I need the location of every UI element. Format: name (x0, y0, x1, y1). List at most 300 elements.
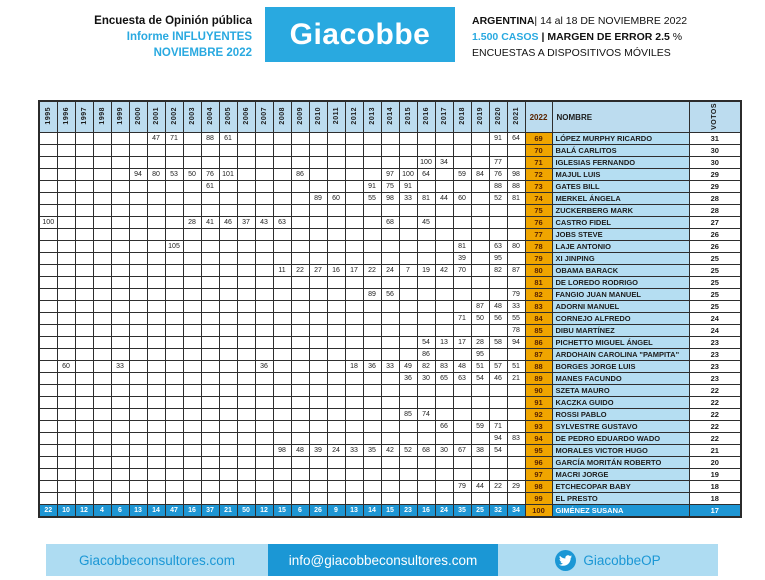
year-cell (309, 289, 327, 301)
votes-cell: 25 (689, 289, 741, 301)
year-cell (201, 265, 219, 277)
rank-cell: 88 (525, 361, 552, 373)
year-cell (183, 133, 201, 145)
year-cell: 6 (111, 505, 129, 518)
year-cell (273, 277, 291, 289)
year-cell (237, 337, 255, 349)
year-cell (507, 469, 525, 481)
year-cell (129, 457, 147, 469)
table-row (39, 133, 741, 145)
year-cell (417, 145, 435, 157)
year-cell (471, 289, 489, 301)
year-cell: 71 (165, 133, 183, 145)
year-header-1996: 1996 (57, 101, 75, 133)
year-cell (345, 373, 363, 385)
votes-cell: 25 (689, 265, 741, 277)
year-cell (93, 445, 111, 457)
year-cell (453, 385, 471, 397)
year-cell (327, 229, 345, 241)
year-cell (327, 457, 345, 469)
year-header-2015: 2015 (399, 101, 417, 133)
year-cell (93, 277, 111, 289)
year-cell (255, 145, 273, 157)
year-cell: 79 (507, 289, 525, 301)
year-cell (183, 373, 201, 385)
year-cell: 39 (309, 445, 327, 457)
year-cell (129, 205, 147, 217)
year-cell (201, 433, 219, 445)
rank-cell: 95 (525, 445, 552, 457)
year-cell (183, 409, 201, 421)
year-cell (165, 217, 183, 229)
year-cell (309, 337, 327, 349)
rank-cell: 75 (525, 205, 552, 217)
year-cell: 64 (507, 133, 525, 145)
year-cell (471, 241, 489, 253)
year-cell (237, 481, 255, 493)
year-cell: 36 (255, 361, 273, 373)
footer-bar (46, 544, 718, 576)
year-cell: 83 (435, 361, 453, 373)
year-cell: 81 (417, 193, 435, 205)
year-cell: 77 (489, 157, 507, 169)
year-cell (147, 313, 165, 325)
year-cell (255, 409, 273, 421)
year-cell (219, 397, 237, 409)
votes-cell: 24 (689, 313, 741, 325)
table-row (39, 337, 741, 349)
year-cell (237, 301, 255, 313)
year-cell: 25 (471, 505, 489, 518)
year-cell (507, 445, 525, 457)
year-cell (453, 397, 471, 409)
year-cell (381, 157, 399, 169)
year-cell (57, 325, 75, 337)
rank-cell: 82 (525, 289, 552, 301)
year-cell (129, 337, 147, 349)
year-cell (201, 493, 219, 505)
year-cell: 66 (435, 421, 453, 433)
year-cell (471, 433, 489, 445)
year-cell (201, 157, 219, 169)
year-cell: 54 (471, 373, 489, 385)
year-cell: 13 (435, 337, 453, 349)
year-cell (471, 133, 489, 145)
year-cell (183, 433, 201, 445)
year-cell: 12 (75, 505, 93, 518)
year-cell (273, 385, 291, 397)
year-cell (201, 205, 219, 217)
year-cell: 56 (381, 289, 399, 301)
year-cell (129, 385, 147, 397)
year-cell (129, 325, 147, 337)
year-cell (39, 205, 57, 217)
year-header-2010: 2010 (309, 101, 327, 133)
votes-cell: 26 (689, 229, 741, 241)
year-cell (93, 229, 111, 241)
year-cell: 52 (399, 445, 417, 457)
year-cell (417, 397, 435, 409)
year-cell (381, 457, 399, 469)
report-title-block (0, 13, 252, 61)
year-cell (201, 421, 219, 433)
name-cell: SZETA MAURO (552, 385, 689, 397)
year-cell (255, 421, 273, 433)
year-cell (453, 217, 471, 229)
table-row (39, 181, 741, 193)
year-cell (273, 241, 291, 253)
table-row (39, 397, 741, 409)
year-cell (363, 397, 381, 409)
votes-cell: 22 (689, 409, 741, 421)
year-cell (309, 241, 327, 253)
rank-cell: 90 (525, 385, 552, 397)
year-cell (93, 265, 111, 277)
year-cell (255, 481, 273, 493)
year-cell (75, 493, 93, 505)
year-cell (147, 457, 165, 469)
year-cell (219, 457, 237, 469)
year-cell (309, 493, 327, 505)
year-cell (57, 205, 75, 217)
year-cell (201, 145, 219, 157)
votes-cell: 28 (689, 193, 741, 205)
year-cell (93, 409, 111, 421)
votes-cell: 21 (689, 445, 741, 457)
year-cell (273, 325, 291, 337)
rank-cell: 77 (525, 229, 552, 241)
year-cell: 91 (489, 133, 507, 145)
year-cell (165, 493, 183, 505)
year-cell (219, 277, 237, 289)
votes-cell: 20 (689, 457, 741, 469)
year-cell (39, 385, 57, 397)
year-cell (381, 373, 399, 385)
year-cell (147, 205, 165, 217)
rank-cell: 80 (525, 265, 552, 277)
year-cell: 11 (273, 265, 291, 277)
year-header-2014: 2014 (381, 101, 399, 133)
year-cell (165, 325, 183, 337)
year-cell (57, 433, 75, 445)
year-cell (201, 457, 219, 469)
year-cell (147, 289, 165, 301)
year-cell (435, 133, 453, 145)
year-cell (75, 253, 93, 265)
year-cell (327, 337, 345, 349)
year-cell (219, 349, 237, 361)
year-cell: 63 (489, 241, 507, 253)
year-cell (327, 385, 345, 397)
year-cell: 101 (219, 169, 237, 181)
year-cell (219, 241, 237, 253)
year-cell (273, 181, 291, 193)
year-cell (147, 481, 165, 493)
year-cell (417, 133, 435, 145)
year-cell (453, 469, 471, 481)
year-cell (363, 229, 381, 241)
year-cell (93, 373, 111, 385)
year-cell (201, 337, 219, 349)
year-cell (165, 469, 183, 481)
year-cell (399, 457, 417, 469)
year-cell (345, 325, 363, 337)
year-cell (435, 457, 453, 469)
year-cell (273, 493, 291, 505)
year-cell (93, 385, 111, 397)
rank-cell: 84 (525, 313, 552, 325)
year-cell (489, 385, 507, 397)
year-cell: 39 (453, 253, 471, 265)
year-cell (327, 409, 345, 421)
year-cell (507, 349, 525, 361)
year-cell (417, 481, 435, 493)
year-cell (237, 361, 255, 373)
year-cell (327, 289, 345, 301)
votes-cell: 17 (689, 505, 741, 518)
year-cell (309, 385, 327, 397)
year-cell: 26 (309, 505, 327, 518)
year-cell (255, 289, 273, 301)
footer-twitter-link[interactable] (498, 544, 718, 576)
year-header-2005: 2005 (219, 101, 237, 133)
footer-email-link[interactable]: info@giacobbeconsultores.com (268, 544, 498, 576)
name-cell: PICHETTO MIGUEL ÁNGEL (552, 337, 689, 349)
giacobbe-logo (265, 7, 455, 62)
year-cell (129, 445, 147, 457)
year-cell (327, 325, 345, 337)
year-cell: 48 (489, 301, 507, 313)
year-cell (399, 433, 417, 445)
year-cell (165, 481, 183, 493)
year-cell (363, 469, 381, 481)
year-cell: 63 (453, 373, 471, 385)
year-cell (111, 313, 129, 325)
year-cell (363, 145, 381, 157)
year-cell: 55 (363, 193, 381, 205)
year-cell: 56 (489, 313, 507, 325)
name-cell: ZUCKERBERG MARK (552, 205, 689, 217)
year-cell (39, 265, 57, 277)
year-cell (309, 313, 327, 325)
name-cell: MANES FACUNDO (552, 373, 689, 385)
year-cell (273, 433, 291, 445)
year-cell (489, 397, 507, 409)
year-cell (435, 409, 453, 421)
rank-cell: 91 (525, 397, 552, 409)
year-cell (453, 133, 471, 145)
year-cell (111, 181, 129, 193)
table-header-row (39, 101, 741, 133)
year-cell (309, 469, 327, 481)
year-header-2004: 2004 (201, 101, 219, 133)
year-cell (453, 289, 471, 301)
year-cell: 51 (471, 361, 489, 373)
year-cell (417, 205, 435, 217)
year-cell: 47 (147, 133, 165, 145)
year-cell: 78 (507, 325, 525, 337)
year-cell: 38 (471, 445, 489, 457)
year-cell (381, 241, 399, 253)
year-cell (309, 277, 327, 289)
year-cell (75, 421, 93, 433)
year-cell (399, 277, 417, 289)
name-cell: XI JINPING (552, 253, 689, 265)
year-cell: 13 (345, 505, 363, 518)
year-cell (489, 217, 507, 229)
year-cell (147, 277, 165, 289)
footer-website-link[interactable]: Giacobbeconsultores.com (78, 552, 236, 568)
year-cell (453, 421, 471, 433)
year-cell (255, 385, 273, 397)
year-cell (435, 253, 453, 265)
year-cell (309, 253, 327, 265)
year-cell: 36 (399, 373, 417, 385)
year-cell (309, 229, 327, 241)
year-cell (39, 133, 57, 145)
year-cell (39, 181, 57, 193)
year-cell (93, 481, 111, 493)
year-cell (345, 409, 363, 421)
year-cell (363, 433, 381, 445)
rank-cell: 98 (525, 481, 552, 493)
year-cell (237, 133, 255, 145)
year-cell (489, 457, 507, 469)
rank-cell: 69 (525, 133, 552, 145)
year-cell (75, 265, 93, 277)
year-cell (273, 373, 291, 385)
year-cell: 64 (417, 169, 435, 181)
table-row (39, 361, 741, 373)
year-cell (399, 397, 417, 409)
year-cell: 22 (39, 505, 57, 518)
year-cell (219, 361, 237, 373)
year-cell (399, 325, 417, 337)
influyentes-ranking-table (38, 100, 742, 518)
year-cell: 19 (417, 265, 435, 277)
year-cell (273, 229, 291, 241)
rank-cell: 70 (525, 145, 552, 157)
year-cell (57, 409, 75, 421)
year-cell (255, 169, 273, 181)
year-cell (363, 157, 381, 169)
year-cell (291, 361, 309, 373)
year-cell (165, 313, 183, 325)
year-cell (417, 433, 435, 445)
year-cell (471, 253, 489, 265)
year-cell: 52 (489, 193, 507, 205)
year-cell (363, 205, 381, 217)
year-cell (363, 385, 381, 397)
year-cell (507, 385, 525, 397)
name-cell: KACZKA GUIDO (552, 397, 689, 409)
year-cell (93, 193, 111, 205)
votes-cell: 18 (689, 481, 741, 493)
year-cell (111, 241, 129, 253)
year-cell (417, 313, 435, 325)
year-cell (129, 349, 147, 361)
year-cell (345, 181, 363, 193)
year-cell (111, 397, 129, 409)
name-cell: MACRI JORGE (552, 469, 689, 481)
year-cell (237, 385, 255, 397)
year-cell (399, 481, 417, 493)
year-cell: 13 (129, 505, 147, 518)
year-cell (273, 361, 291, 373)
year-cell (453, 349, 471, 361)
year-cell (273, 193, 291, 205)
year-cell (399, 217, 417, 229)
votes-cell: 18 (689, 493, 741, 505)
year-cell (147, 181, 165, 193)
year-cell (129, 229, 147, 241)
year-cell (183, 265, 201, 277)
year-cell: 98 (273, 445, 291, 457)
rank-cell: 87 (525, 349, 552, 361)
year-cell (39, 253, 57, 265)
year-cell (237, 241, 255, 253)
year-cell (165, 337, 183, 349)
year-cell (237, 397, 255, 409)
name-cell: ROSSI PABLO (552, 409, 689, 421)
year-cell (183, 493, 201, 505)
year-cell: 94 (489, 433, 507, 445)
year-cell (453, 157, 471, 169)
year-cell (453, 325, 471, 337)
year-cell (237, 493, 255, 505)
name-cell: ARDOHAIN CAROLINA "PAMPITA" (552, 349, 689, 361)
year-cell: 94 (129, 169, 147, 181)
year-cell (399, 145, 417, 157)
year-cell (93, 313, 111, 325)
year-cell (471, 397, 489, 409)
year-header-1999: 1999 (111, 101, 129, 133)
year-cell (183, 229, 201, 241)
year-cell (75, 349, 93, 361)
year-cell (75, 481, 93, 493)
name-cell: DIBU MARTÍNEZ (552, 325, 689, 337)
year-cell (165, 433, 183, 445)
name-cell: ETCHECOPAR BABY (552, 481, 689, 493)
year-cell (165, 277, 183, 289)
year-cell (291, 409, 309, 421)
year-header-2019: 2019 (471, 101, 489, 133)
year-cell: 71 (489, 421, 507, 433)
year-cell (327, 313, 345, 325)
year-cell (183, 145, 201, 157)
year-cell (39, 493, 57, 505)
year-cell (237, 289, 255, 301)
year-cell: 70 (453, 265, 471, 277)
year-cell (219, 193, 237, 205)
year-cell (165, 145, 183, 157)
votes-cell: 25 (689, 301, 741, 313)
year-cell: 59 (471, 421, 489, 433)
year-cell (255, 469, 273, 481)
year-header-2021: 2021 (507, 101, 525, 133)
year-cell (111, 421, 129, 433)
year-header-2000: 2000 (129, 101, 147, 133)
year-cell (363, 169, 381, 181)
name-cell: IGLESIAS FERNANDO (552, 157, 689, 169)
year-cell (291, 205, 309, 217)
year-cell: 54 (417, 337, 435, 349)
table-row (39, 421, 741, 433)
table-row (39, 145, 741, 157)
year-cell (129, 217, 147, 229)
year-cell (273, 397, 291, 409)
year-cell (381, 469, 399, 481)
